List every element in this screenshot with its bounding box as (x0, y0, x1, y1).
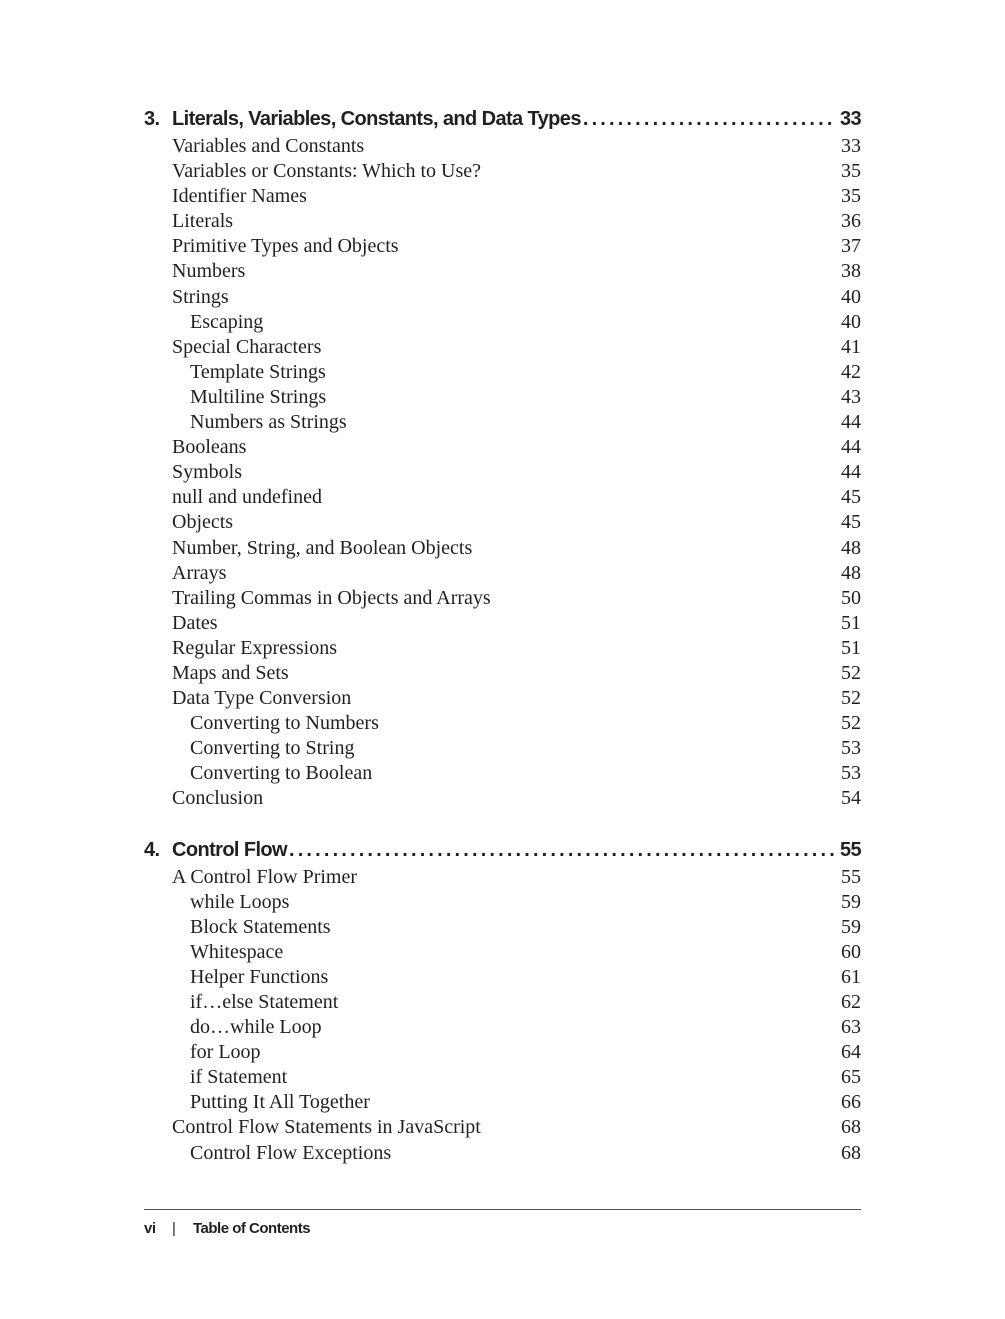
section-entry[interactable] (144, 636, 861, 661)
subsection-entry[interactable] (144, 890, 861, 915)
entry-title: Booleans (172, 436, 247, 459)
entry-page-number: 52 (841, 661, 861, 684)
subsection-entry[interactable] (144, 310, 861, 335)
section-entry[interactable] (144, 184, 861, 209)
entry-page-number: 41 (841, 335, 861, 358)
section-entry[interactable] (144, 134, 861, 159)
entry-title: for Loop (190, 1041, 261, 1064)
entry-page-number: 51 (841, 636, 861, 659)
section-entry[interactable] (144, 234, 861, 259)
section-entry[interactable] (144, 686, 861, 711)
entry-page-number: 36 (841, 210, 861, 233)
entry-title: Special Characters (172, 335, 322, 358)
entry-page-number: 35 (841, 185, 861, 208)
entry-title: Regular Expressions (172, 636, 337, 659)
entry-page-number: 45 (841, 486, 861, 509)
section-entry[interactable] (144, 586, 861, 611)
entry-page-number: 44 (841, 436, 861, 459)
running-head: Table of Contents (193, 1219, 311, 1237)
subsection-entry[interactable] (144, 1090, 861, 1115)
entry-page-number: 43 (841, 385, 861, 408)
entry-page-number: 59 (841, 915, 861, 938)
section-entry[interactable] (144, 209, 861, 234)
chapter-title: Literals, Variables, Constants, and Data Types (172, 108, 581, 130)
chapter-heading[interactable] (144, 104, 861, 134)
subsection-entry[interactable] (144, 410, 861, 435)
entry-title: Primitive Types and Objects (172, 235, 399, 258)
entry-title: while Loops (190, 890, 290, 913)
section-list (144, 865, 861, 1166)
subsection-entry[interactable] (144, 360, 861, 385)
subsection-entry[interactable] (144, 761, 861, 786)
toc-page (144, 104, 861, 1166)
entry-page-number: 68 (841, 1116, 861, 1139)
entry-page-number: 55 (841, 865, 861, 888)
section-entry[interactable] (144, 460, 861, 485)
subsection-entry[interactable] (144, 385, 861, 410)
section-entry[interactable] (144, 510, 861, 535)
entry-title: if Statement (190, 1066, 288, 1089)
section-entry[interactable] (144, 865, 861, 890)
entry-page-number: 50 (841, 586, 861, 609)
entry-page-number: 54 (841, 787, 861, 810)
entry-page-number: 44 (841, 461, 861, 484)
subsection-entry[interactable] (144, 711, 861, 736)
entry-title: Helper Functions (190, 965, 329, 988)
section-entry[interactable] (144, 536, 861, 561)
entry-page-number: 40 (841, 310, 861, 333)
section-entry[interactable] (144, 259, 861, 284)
entry-page-number: 52 (841, 687, 861, 710)
entry-page-number: 33 (841, 135, 861, 157)
entry-title: Objects (172, 511, 234, 534)
entry-page-number: 53 (841, 762, 861, 785)
entry-title: Trailing Commas in Objects and Arrays (172, 586, 491, 609)
entry-page-number: 40 (841, 285, 861, 308)
entry-page-number: 59 (841, 890, 861, 913)
entry-title: Variables or Constants: Which to Use? (172, 160, 482, 183)
entry-page-number: 61 (841, 965, 861, 988)
entry-title: Putting It All Together (190, 1091, 370, 1114)
entry-page-number: 53 (841, 737, 861, 760)
entry-page-number: 51 (841, 611, 861, 634)
section-entry[interactable] (144, 285, 861, 310)
entry-title: Dates (172, 611, 218, 634)
section-entry[interactable] (144, 485, 861, 510)
chapter-page-number: 33 (839, 108, 861, 130)
entry-title: null and undefined (172, 486, 322, 509)
subsection-entry[interactable] (144, 940, 861, 965)
section-entry[interactable] (144, 159, 861, 184)
subsection-entry[interactable] (144, 1141, 861, 1166)
dot-leader (289, 835, 834, 865)
entry-page-number: 38 (841, 260, 861, 283)
entry-page-number: 37 (841, 235, 861, 258)
section-entry[interactable] (144, 561, 861, 586)
entry-title: Block Statements (190, 915, 331, 938)
entry-title: Maps and Sets (172, 661, 289, 684)
entry-title: Control Flow Statements in JavaScript (172, 1116, 481, 1139)
entry-title: Number, String, and Boolean Objects (172, 536, 473, 559)
section-entry[interactable] (144, 335, 861, 360)
entry-title: if…else Statement (190, 991, 339, 1013)
subsection-entry[interactable] (144, 1065, 861, 1090)
entry-title: Conclusion (172, 787, 264, 810)
entry-title: Whitespace (190, 940, 284, 963)
entry-title: Numbers as Strings (190, 411, 347, 434)
section-entry[interactable] (144, 786, 861, 811)
entry-page-number: 35 (841, 160, 861, 183)
entry-title: Escaping (190, 310, 264, 333)
entry-title: Symbols (172, 461, 243, 484)
entry-page-number: 48 (841, 561, 861, 584)
entry-page-number: 64 (841, 1041, 861, 1064)
chapter-page-number: 55 (839, 838, 861, 861)
entry-page-number: 44 (841, 411, 861, 434)
entry-page-number: 60 (841, 940, 861, 963)
entry-page-number: 66 (841, 1091, 861, 1114)
entry-page-number: 62 (841, 991, 861, 1013)
chapter-number: 4. (144, 838, 160, 861)
subsection-entry[interactable] (144, 1040, 861, 1065)
subsection-entry[interactable] (144, 965, 861, 990)
entry-page-number: 63 (841, 1016, 861, 1039)
entry-title: Multiline Strings (190, 385, 327, 408)
page-footer (144, 1209, 861, 1240)
chapter-heading[interactable] (144, 835, 861, 865)
entry-title: Numbers (172, 260, 246, 283)
entry-title: Template Strings (190, 360, 326, 383)
entry-page-number: 48 (841, 536, 861, 559)
entry-page-number: 45 (841, 511, 861, 534)
dot-leader (583, 104, 834, 134)
entry-title: Converting to Numbers (190, 712, 379, 735)
section-entry[interactable] (144, 1115, 861, 1140)
chapter-section (144, 835, 861, 1166)
entry-title: Converting to String (190, 737, 355, 760)
subsection-entry[interactable] (144, 915, 861, 940)
footer-separator: | (172, 1219, 176, 1237)
entry-title: Identifier Names (172, 185, 307, 208)
entry-title: Variables and Constants (172, 135, 365, 157)
entry-title: Literals (172, 210, 234, 233)
entry-page-number: 52 (841, 712, 861, 735)
entry-title: Data Type Conversion (172, 687, 352, 710)
section-list (144, 134, 861, 812)
entry-page-number: 65 (841, 1066, 861, 1089)
entry-page-number: 68 (841, 1141, 861, 1164)
chapter-number: 3. (144, 108, 160, 130)
entry-title: do…while Loop (190, 1016, 322, 1039)
entry-title: Arrays (172, 561, 227, 584)
entry-page-number: 42 (841, 360, 861, 383)
entry-title: Converting to Boolean (190, 762, 373, 785)
entry-title: Control Flow Exceptions (190, 1141, 392, 1164)
subsection-entry[interactable] (144, 736, 861, 761)
subsection-entry[interactable] (144, 990, 861, 1015)
section-entry[interactable] (144, 611, 861, 636)
page-number: vi (144, 1219, 156, 1237)
subsection-entry[interactable] (144, 1015, 861, 1040)
chapter-title: Control Flow (172, 838, 287, 861)
entry-title: Strings (172, 285, 229, 308)
chapter-section (144, 104, 861, 812)
section-entry[interactable] (144, 435, 861, 460)
entry-title: A Control Flow Primer (172, 865, 358, 888)
section-entry[interactable] (144, 661, 861, 686)
